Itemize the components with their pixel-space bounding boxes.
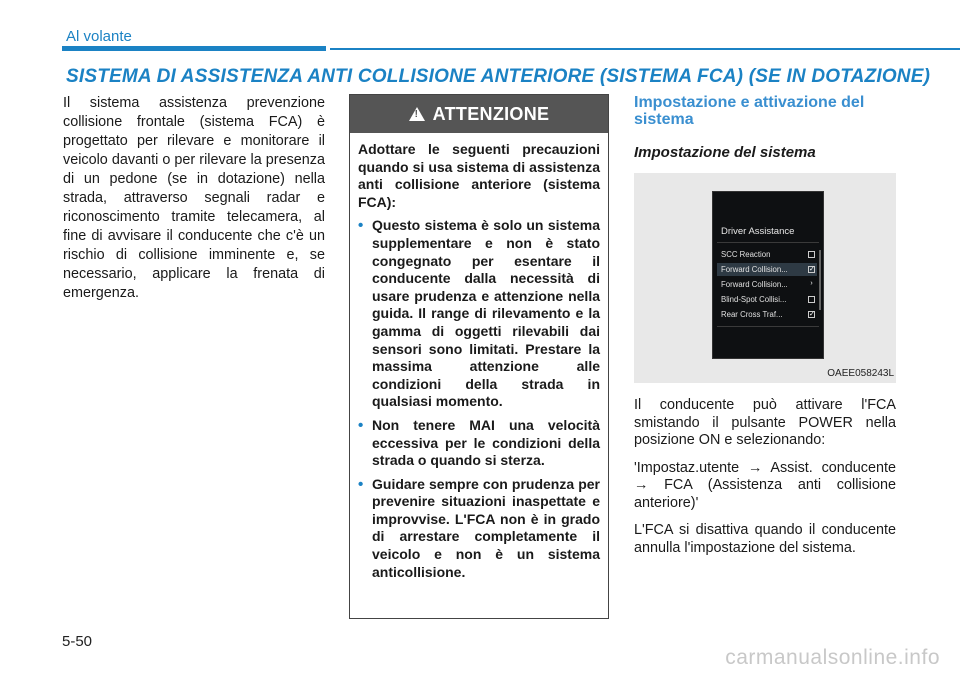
menu-path-paragraph: 'Impostaz.utente → Assist. conducente → FCA (Assistenza anti collisione anteriore)' (634, 459, 896, 511)
menu-item: Rear Cross Traf... ✓ (721, 310, 815, 319)
bullet-dot-icon: • (358, 217, 364, 235)
checkbox-icon (808, 296, 815, 303)
screen-divider (717, 242, 819, 243)
watermark: carmanualsonline.info (725, 646, 940, 669)
figure-code: OAEE058243L (827, 368, 894, 379)
menu-item: SCC Reaction (717, 248, 817, 261)
warning-triangle-icon: ! (409, 107, 425, 121)
menu-item: Blind-Spot Collisi... (717, 293, 817, 306)
menu-item: Forward Collision... › (717, 278, 817, 291)
display-screen (712, 191, 824, 359)
page-number: 5-50 (62, 633, 93, 650)
warning-bullet: • Guidare sempre con prudenza per prevenire situazioni inaspettate e improvvise. L'FCA non è in grado di arrestare completamente il veicolo e non è un sistema anticollisione. (358, 475, 600, 580)
menu-item: Forward Collision... ✓ (717, 263, 817, 276)
page-title: SISTEMA DI ASSISTENZA ANTI COLLISIONE ANTERIORE (SISTEMA FCA) (SE IN DOTAZIONE) (66, 66, 931, 87)
warning-bullet: • Questo sistema è solo un sistema supplementare e non è stato congegnato per esentare il conducente dalla necessità di usare prudenza e attenzione nella guida. Il range di rilevamento e la gamma di oggetti rilevabili dai sensori sono limitati. Prestare la massima attenzione alle condizioni della strada in qualsiasi momento. (358, 217, 600, 410)
checkbox-checked-icon: ✓ (809, 311, 815, 318)
section-subtitle: Impostazione e attivazione del sistema (634, 94, 865, 128)
instruction-paragraph: Il conducente può attivare l'FCA smistando il pulsante POWER nella posizione ON e selezionando: (634, 397, 896, 448)
bullet-dot-icon: • (358, 475, 364, 493)
checkbox-icon (808, 251, 815, 258)
header-rule-thin (330, 48, 960, 50)
warning-header (350, 95, 608, 133)
warning-intro: Adottare le seguenti precauzioni quando si usa sistema di assistenza anti collisione anteriore (sistema FCA): (358, 141, 600, 210)
checkbox-checked-icon: ✓ (809, 266, 815, 273)
screen-title: Driver Assistance (721, 226, 795, 237)
warning-bullet: • Non tenere MAI una velocità eccessiva per le condizioni della strada o quando si sterza. (358, 416, 600, 469)
left-column (63, 94, 325, 303)
warning-list (358, 217, 600, 581)
deactivation-paragraph: L'FCA si disattiva quando il conducente annulla l'impostazione del sistema. (634, 522, 896, 556)
chevron-right-icon: › (810, 280, 813, 287)
warning-body (350, 133, 608, 581)
screen-figure (634, 173, 896, 383)
header-rule-thick (62, 46, 326, 51)
section-subsubtitle: Impostazione del sistema (634, 144, 816, 161)
bullet-dot-icon: • (358, 416, 364, 434)
warning-heading: ATTENZIONE (432, 103, 550, 124)
right-column (634, 94, 896, 557)
section-label: Al volante (66, 28, 132, 45)
warning-box (349, 94, 609, 619)
intro-paragraph: Il sistema assistenza prevenzione collisione frontale (sistema FCA) è progettato per rilevare e monitorare il veicolo davanti o per rilevare la presenza di un pedone (se in dotazione) nella strada, attraverso segnali radar e riconoscimento tramite telecamera, al fine di avvisare il conducente che c'è un rischio di collisione imminente e, se necessario, applicare la frenata di emergenza. (63, 95, 325, 301)
screen-scrollbar (819, 250, 821, 310)
screen-divider (717, 326, 819, 327)
